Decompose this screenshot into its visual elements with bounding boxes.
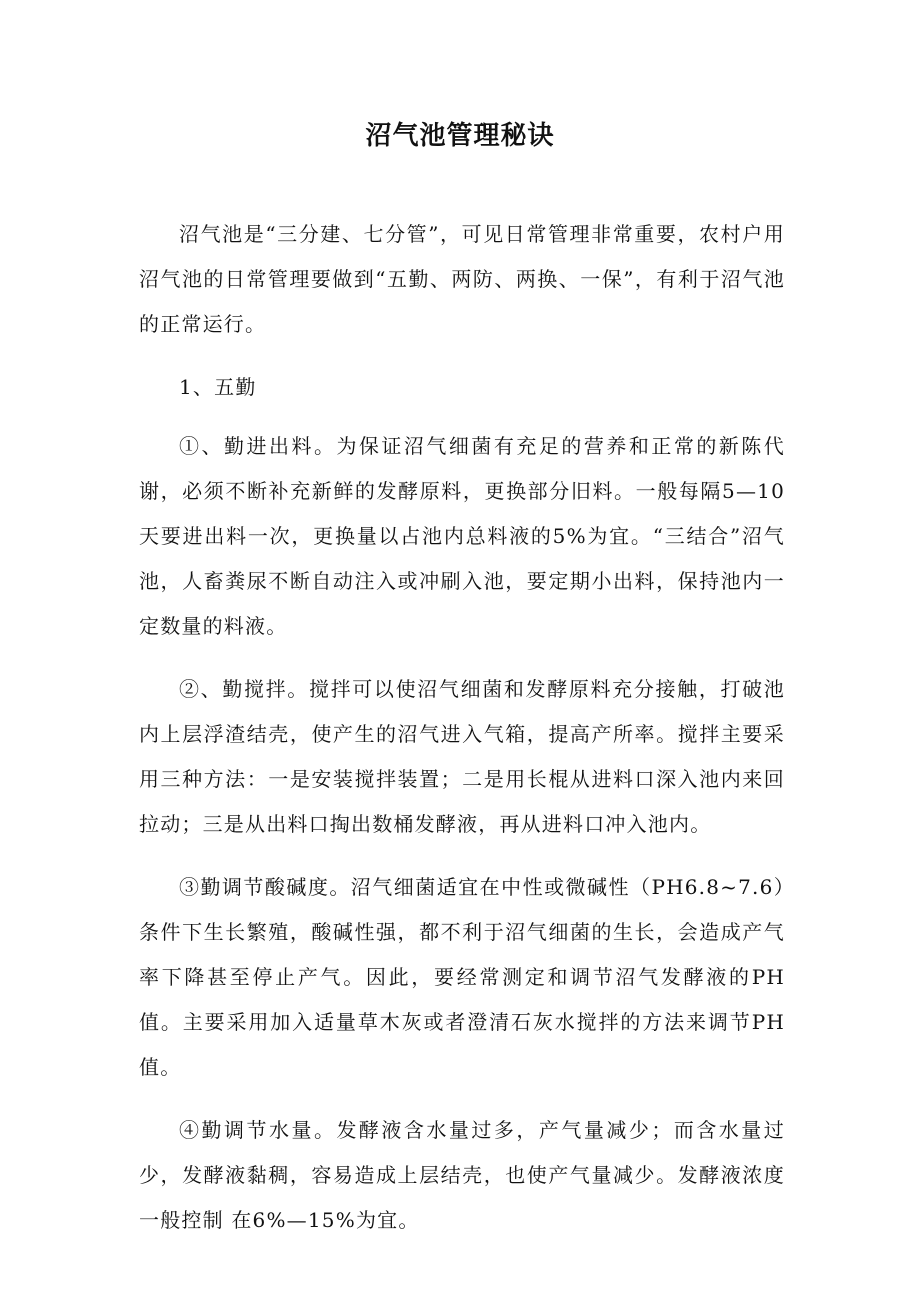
section-heading-five-diligences: 1、五勤 (179, 375, 257, 399)
intro-paragraph: 沼气池是“三分建、七分管”，可见日常管理非常重要，农村户用沼气池的日常管理要做到“五勤、两防、两换、一保”，有利于沼气池的正常运行。 (139, 222, 785, 336)
paragraph-water-adjustment: ④勤调节水量。发酵液含水量过多，产气量减少；而含水量过少，发酵液黏稠，容易造成上层结壳，也使产气量减少。发酵液浓度一般控制 在6%—15%为宜。 (139, 1118, 785, 1232)
paragraph-feeding: ①、勤进出料。为保证沼气细菌有充足的营养和正常的新陈代谢，必须不断补充新鲜的发酵原料，更换部分旧料。一般每隔5—10天要进出料一次，更换量以占池内总料液的5%为宜。“三结合”沼气池，人畜粪尿不断自动注入或冲刷入池，要定期小出料，保持池内一定数量的料液。 (139, 434, 785, 638)
paragraph-stirring: ②、勤搅拌。搅拌可以使沼气细菌和发酵原料充分接触，打破池内上层浮渣结壳，使产生的沼气进入气箱，提高产所率。搅拌主要采用三种方法：一是安装搅拌装置；二是用长棍从进料口深入池内来回拉动；三是从出料口掏出数桶发酵液，再从进料口冲入池内。 (139, 677, 785, 836)
document-title: 沼气池管理秘诀 (365, 121, 555, 151)
paragraph-ph-adjustment: ③勤调节酸碱度。沼气细菌适宜在中性或微碱性（PH6.8~7.6）条件下生长繁殖，酸碱性强，都不利于沼气细菌的生长，会造成产气率下降甚至停止产气。因此，要经常测定和调节沼气发酵液的PH值。主要采用加入适量草木灰或者澄清石灰水搅拌的方法来调节PH值。 (139, 875, 785, 1079)
document-body (139, 212, 785, 1261)
